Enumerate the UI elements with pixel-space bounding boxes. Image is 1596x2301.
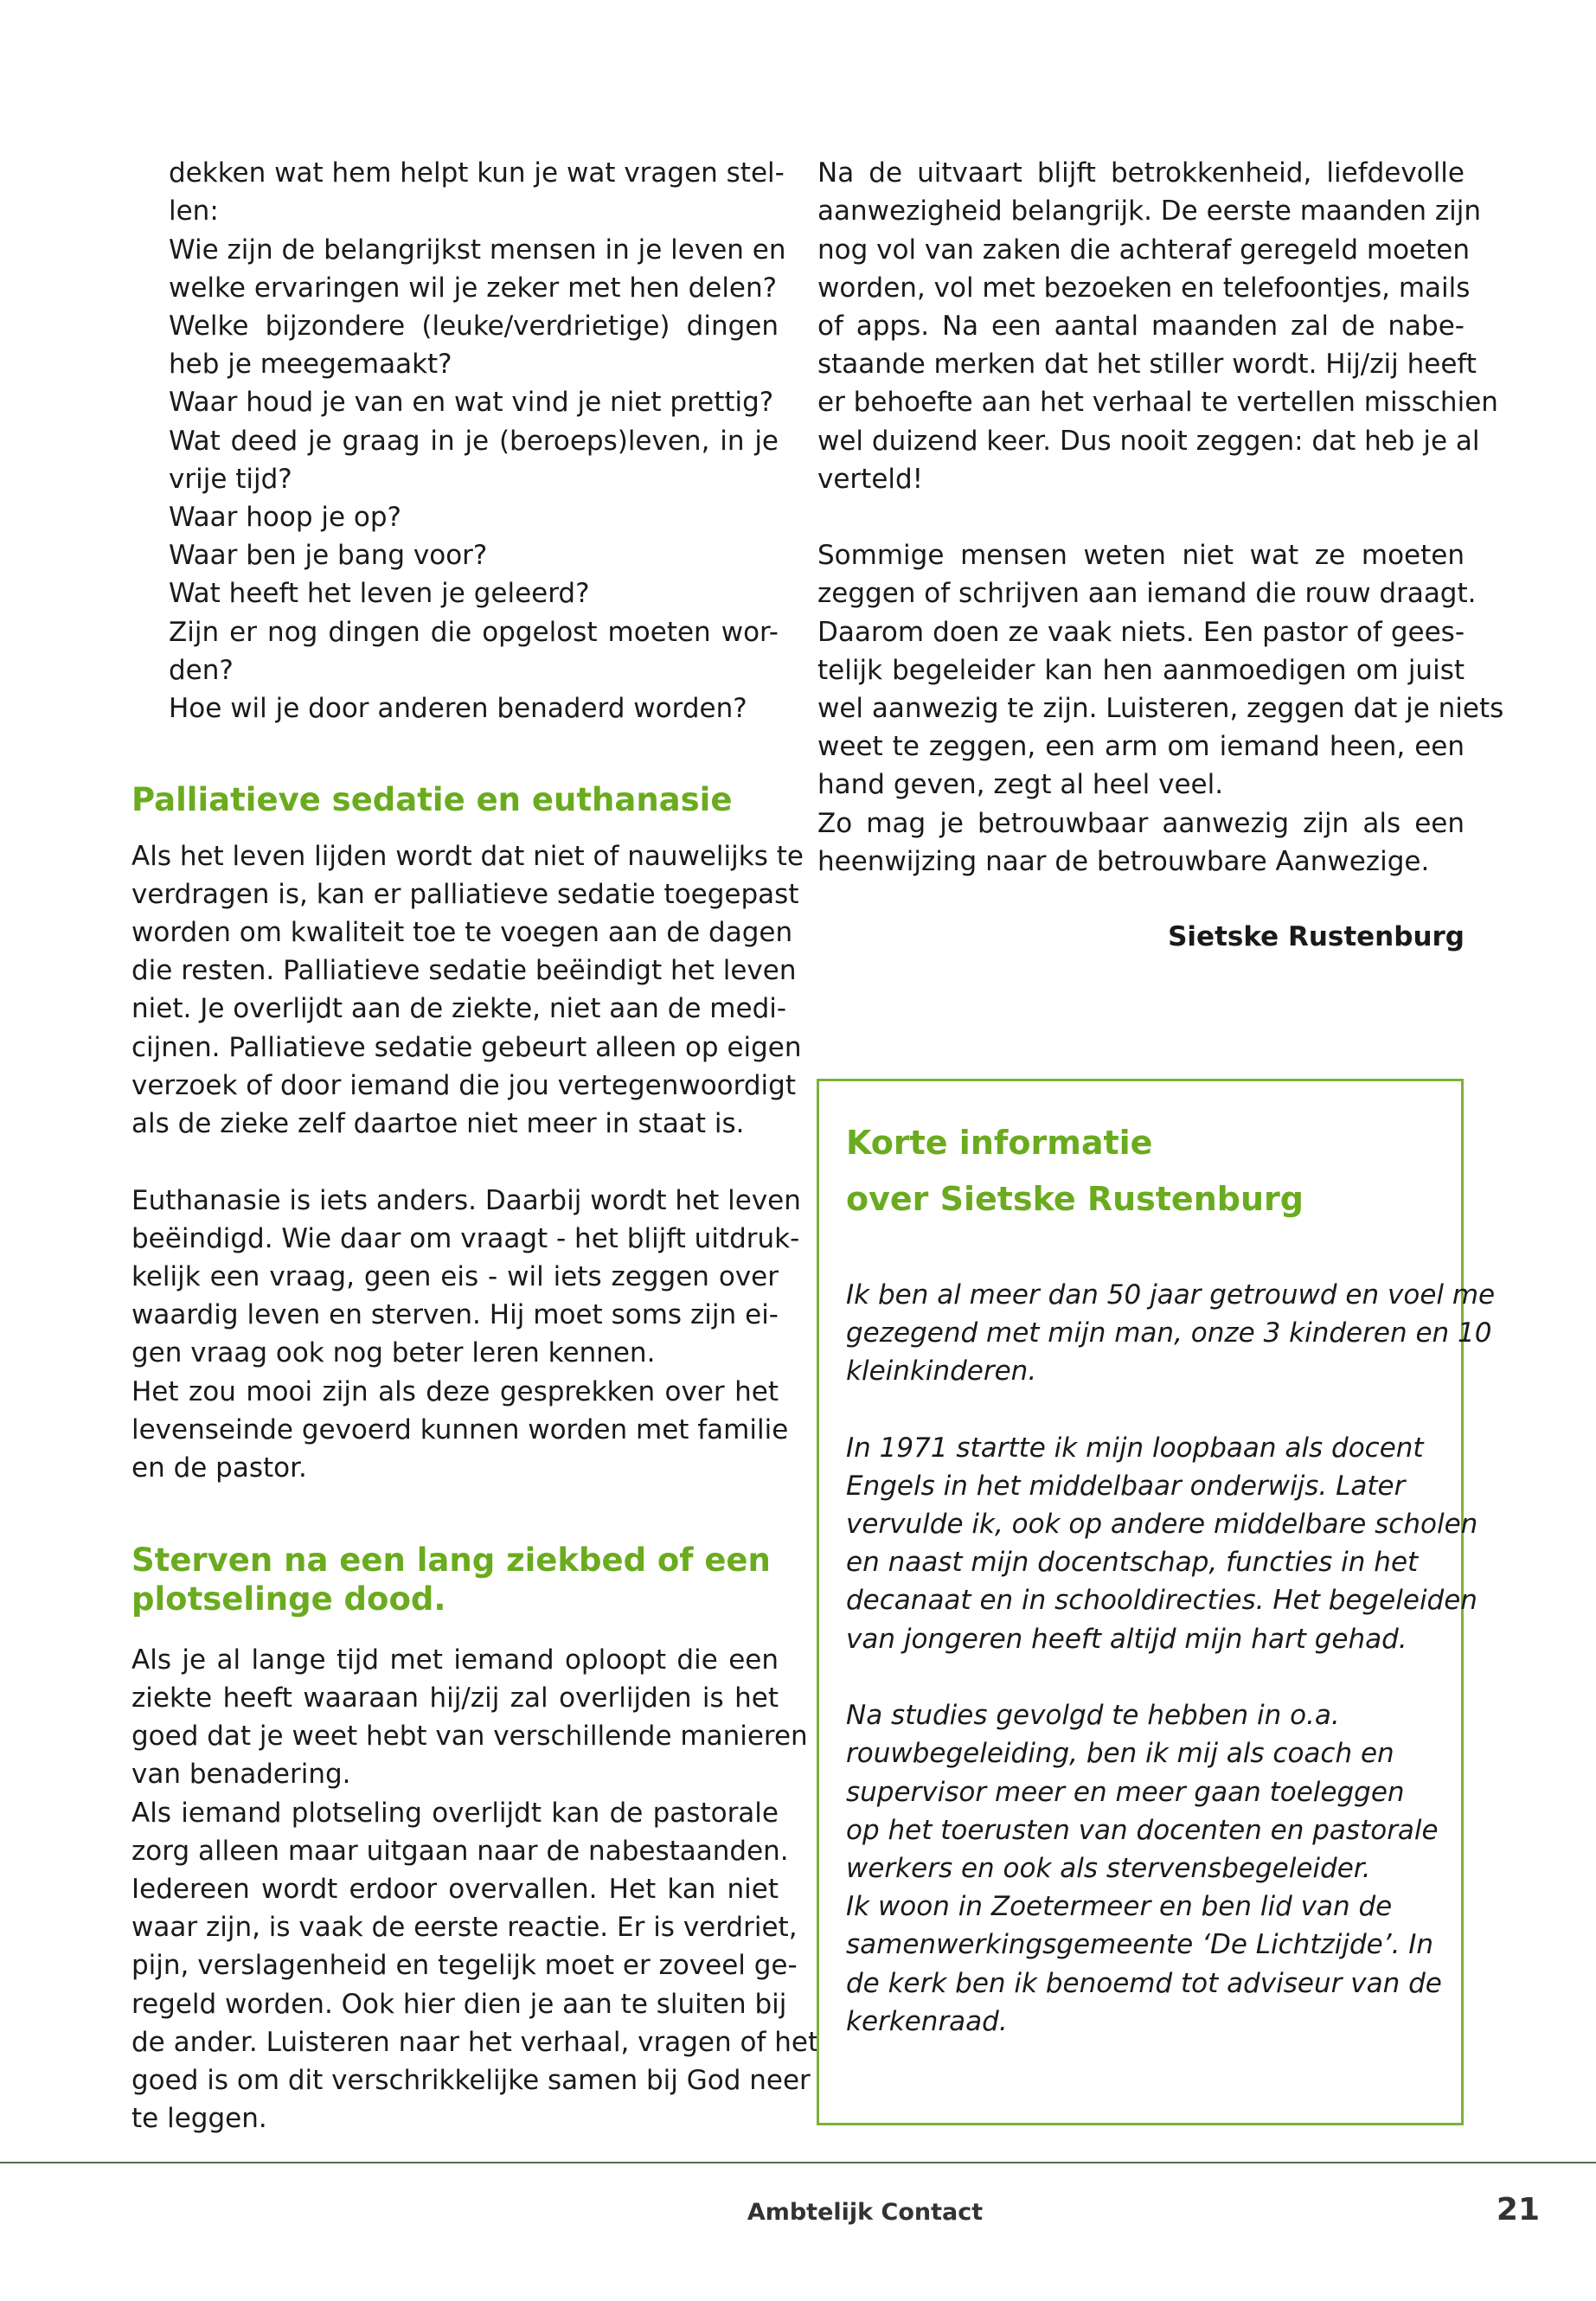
body-line: hand geven, zegt al heel veel. <box>817 769 1224 800</box>
question-line: Wie zijn de belangrijkst mensen in je leven en <box>169 234 786 266</box>
body-line: kelijk een vraag, geen eis - wil iets zeggen over <box>131 1261 779 1292</box>
question-line: Wat deed je graag in je (beroeps)leven, in je <box>169 426 779 457</box>
body-line: niet. Je overlijdt aan de ziekte, niet aan de medi- <box>131 993 787 1024</box>
body-line: heenwijzing naar de betrouwbare Aanwezige. <box>817 846 1430 877</box>
body-line: Als het leven lijden wordt dat niet of nauwelijks te <box>131 841 804 872</box>
section-heading: plotselinge dood. <box>131 1580 446 1618</box>
body-line: Iedereen wordt erdoor overvallen. Het kan niet <box>131 1874 779 1905</box>
question-line: Zijn er nog dingen die opgelost moeten wor- <box>169 617 779 648</box>
body-line: aanwezigheid belangrijk. De eerste maanden zijn <box>817 195 1481 227</box>
body-line: die resten. Palliatieve sedatie beëindigt het leven <box>131 955 797 986</box>
question-line: Wat heeft het leven je geleerd? <box>169 578 590 609</box>
body-line: ziekte heeft waaraan hij/zij zal overlijden is het <box>131 1682 779 1714</box>
info-line: rouwbegeleiding, ben ik mij als coach en <box>846 1738 1394 1769</box>
body-line: nog vol van zaken die achteraf geregeld moeten <box>817 234 1470 266</box>
body-line: Het zou mooi zijn als deze gesprekken over het <box>131 1376 779 1407</box>
info-line: en naast mijn docentschap, functies in het <box>846 1547 1419 1578</box>
body-line: goed is om dit verschrikkelijke samen bij God neer <box>131 2065 811 2096</box>
body-line: van benadering. <box>131 1759 351 1790</box>
question-line: den? <box>169 655 234 686</box>
question-line: heb je meegemaakt? <box>169 349 452 380</box>
question-line: Waar hoop je op? <box>169 502 402 533</box>
body-line: zorg alleen maar uitgaan naar de nabestaanden. <box>131 1836 789 1867</box>
body-line: Zo mag je betrouwbaar aanwezig zijn als een <box>817 808 1465 839</box>
section-heading: Palliatieve sedatie en euthanasie <box>131 781 733 818</box>
info-box-title: Korte informatie <box>846 1124 1153 1162</box>
body-line: beëindigd. Wie daar om vraagt - het blijft uitdruk- <box>131 1223 800 1254</box>
body-line: er behoefte aan het verhaal te vertellen misschien <box>817 387 1498 418</box>
body-line: waardig leven en sterven. Hij moet soms zijn ei- <box>131 1299 779 1330</box>
info-line: kerkenraad. <box>846 2006 1008 2037</box>
body-line: wel duizend keer. Dus nooit zeggen: dat heb je al <box>817 426 1480 457</box>
question-line: len: <box>169 195 219 227</box>
body-line: of apps. Na een aantal maanden zal de nabe- <box>817 311 1465 342</box>
author-signature: Sietske Rustenburg <box>1168 921 1465 952</box>
info-line: vervulde ik, ook op andere middelbare scholen <box>846 1509 1478 1540</box>
body-line: wel aanwezig te zijn. Luisteren, zeggen dat je niets <box>817 693 1504 724</box>
info-line: Ik woon in Zoetermeer en ben lid van de <box>846 1891 1393 1922</box>
info-line: In 1971 startte ik mijn loopbaan als docent <box>846 1433 1424 1464</box>
body-line: zeggen of schrijven aan iemand die rouw draagt. <box>817 578 1477 609</box>
question-line: Waar houd je van en wat vind je niet prettig? <box>169 387 774 418</box>
question-line: Waar ben je bang voor? <box>169 540 488 571</box>
body-line: en de pastor. <box>131 1452 307 1484</box>
body-line: cijnen. Palliatieve sedatie gebeurt alleen op eigen <box>131 1032 802 1063</box>
info-line: op het toerusten van docenten en pastorale <box>846 1815 1439 1846</box>
info-line: Na studies gevolgd te hebben in o.a. <box>846 1700 1340 1731</box>
info-line: samenwerkingsgemeente ‘De Lichtzijde’. In <box>846 1929 1434 1960</box>
body-line: levenseinde gevoerd kunnen worden met familie <box>131 1414 789 1445</box>
info-line: supervisor meer en meer gaan toeleggen <box>846 1777 1405 1808</box>
body-line: worden om kwaliteit toe te voegen aan de dagen <box>131 917 793 948</box>
question-line: dekken wat hem helpt kun je wat vragen stel- <box>169 157 785 189</box>
body-line: Sommige mensen weten niet wat ze moeten <box>817 540 1465 571</box>
body-line: staande merken dat het stiller wordt. Hij/zij heeft <box>817 349 1477 380</box>
body-line: Euthanasie is iets anders. Daarbij wordt het leven <box>131 1185 801 1216</box>
body-line: verteld! <box>817 464 924 495</box>
info-line: Engels in het middelbaar onderwijs. Later <box>846 1471 1406 1502</box>
body-line: te leggen. <box>131 2103 267 2134</box>
body-line: verdragen is, kan er palliatieve sedatie toegepast <box>131 879 799 910</box>
section-heading: Sterven na een lang ziekbed of een <box>131 1541 771 1579</box>
body-line: als de zieke zelf daartoe niet meer in staat is. <box>131 1108 745 1139</box>
info-line: decanaat en in schooldirecties. Het begeleiden <box>846 1585 1477 1616</box>
body-line: weet te zeggen, een arm om iemand heen, een <box>817 731 1465 762</box>
body-line: goed dat je weet hebt van verschillende manieren <box>131 1721 808 1752</box>
info-line: kleinkinderen. <box>846 1356 1037 1387</box>
footer-magazine-title: Ambtelijk Contact <box>747 2199 984 2226</box>
body-line: de ander. Luisteren naar het verhaal, vragen of het <box>131 2027 819 2058</box>
info-box-title: over Sietske Rustenburg <box>846 1180 1304 1218</box>
body-line: worden, vol met bezoeken en telefoontjes, mails <box>817 272 1471 304</box>
info-line: Ik ben al meer dan 50 jaar getrouwd en voel me <box>846 1279 1496 1311</box>
info-line: werkers en ook als stervensbegeleider. <box>846 1853 1371 1884</box>
body-line: regeld worden. Ook hier dien je aan te sluiten bij <box>131 1989 787 2020</box>
question-line: Hoe wil je door anderen benaderd worden? <box>169 693 747 724</box>
body-line: gen vraag ook nog beter leren kennen. <box>131 1337 656 1368</box>
body-line: verzoek of door iemand die jou vertegenwoordigt <box>131 1070 796 1101</box>
page-number: 21 <box>1496 2192 1540 2227</box>
footer-divider <box>0 2162 1596 2163</box>
body-line: telijk begeleider kan hen aanmoedigen om juist <box>817 655 1465 686</box>
body-line: Als iemand plotseling overlijdt kan de pastorale <box>131 1798 779 1829</box>
question-line: Welke bijzondere (leuke/verdrietige) dingen <box>169 311 779 342</box>
question-line: vrije tijd? <box>169 464 292 495</box>
info-line: gezegend met mijn man, onze 3 kinderen en 10 <box>846 1317 1492 1349</box>
body-line: Daarom doen ze vaak niets. Een pastor of gees- <box>817 617 1465 648</box>
info-line: de kerk ben ik benoemd tot adviseur van de <box>846 1968 1442 1999</box>
body-line: pijn, verslagenheid en tegelijk moet er zoveel ge- <box>131 1950 798 1981</box>
body-line: Na de uitvaart blijft betrokkenheid, liefdevolle <box>817 157 1465 189</box>
question-line: welke ervaringen wil je zeker met hen delen? <box>169 272 778 304</box>
body-line: Als je al lange tijd met iemand oploopt die een <box>131 1644 779 1676</box>
body-line: waar zijn, is vaak de eerste reactie. Er is verdriet, <box>131 1912 798 1943</box>
info-line: van jongeren heeft altijd mijn hart gehad. <box>846 1624 1407 1655</box>
